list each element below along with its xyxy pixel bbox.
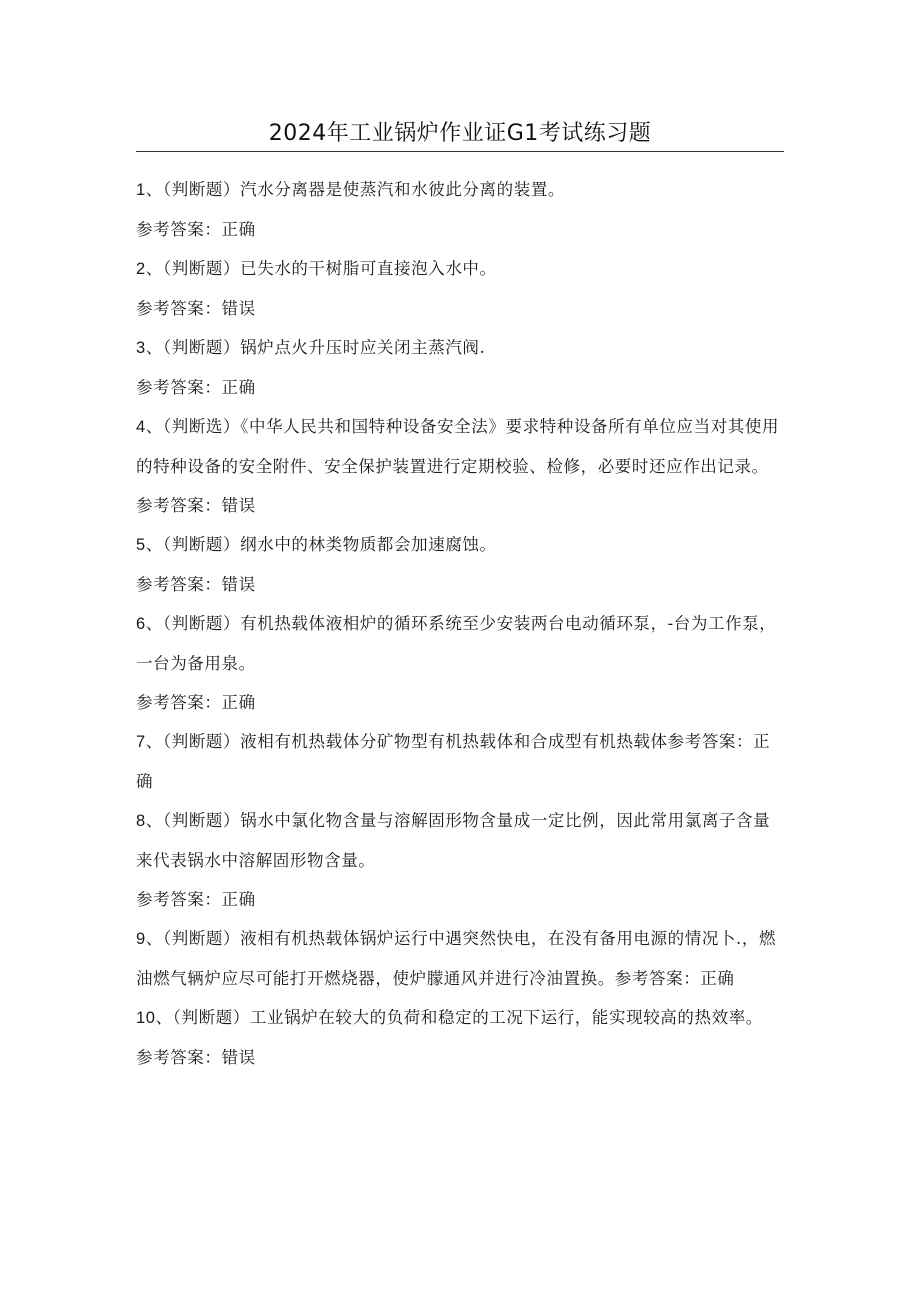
question-number: 2 — [136, 260, 146, 278]
answer-10: 参考答案：错误 — [136, 1048, 256, 1067]
question-7 — [136, 722, 786, 801]
question-text: 、（判断选）《中华人民共和国特种设备安全法》要求特种设备所有单位应当对其使用的特种设备的安全附件、安全保护装置进行定期校验、检修，必要时还应作出记录。 — [136, 417, 780, 476]
question-list — [136, 170, 786, 1077]
answer-8: 参考答案：正确 — [136, 890, 256, 909]
question-number: 10 — [136, 1009, 156, 1027]
question-text: 、（判断题）有机热载体液相炉的循环系统至少安装两台电动循环泵，-台为工作泵，一台为备用泉。 — [136, 614, 777, 673]
question-9 — [136, 919, 786, 998]
document-title: 2024年工业锅炉作业证G1考试练习题 — [268, 121, 652, 146]
question-number: 5 — [136, 536, 146, 554]
question-number: 4 — [136, 418, 146, 436]
question-6 — [136, 604, 786, 683]
question-1 — [136, 170, 786, 210]
question-text: 、（判断题）锅炉点火升压时应关闭主蒸汽阀. — [145, 338, 486, 357]
answer-6: 参考答案：正确 — [136, 693, 256, 712]
question-8 — [136, 801, 786, 880]
question-4 — [136, 407, 786, 486]
answer-3: 参考答案：正确 — [136, 378, 256, 397]
question-text: 、（判断题）已失水的干树脂可直接泡入水中。 — [145, 259, 497, 278]
question-text: 、（判断题）工业锅炉在较大的负荷和稳定的工况下运行，能实现较高的热效率。 — [155, 1008, 763, 1027]
question-text: 、（判断题）液相有机热载体分矿物型有机热载体和合成型有机热载体参考答案：正确 — [136, 732, 771, 791]
title-underline — [136, 151, 784, 152]
question-number: 6 — [136, 615, 146, 633]
answer-5: 参考答案：错误 — [136, 575, 256, 594]
answer-4: 参考答案：错误 — [136, 496, 256, 515]
question-number: 1 — [136, 181, 146, 199]
question-10 — [136, 998, 786, 1038]
question-number: 3 — [136, 339, 146, 357]
question-text: 、（判断题）纲水中的林类物质都会加速腐蚀。 — [145, 535, 497, 554]
question-number: 9 — [136, 930, 146, 948]
question-3 — [136, 328, 786, 368]
answer-2: 参考答案：错误 — [136, 299, 256, 318]
question-2 — [136, 249, 786, 289]
question-number: 8 — [136, 812, 146, 830]
question-text: 、（判断题）锅水中氯化物含量与溶解固形物含量成一定比例，因此常用氯离子含量来代表锅水中溶解固形物含量。 — [136, 811, 771, 870]
question-5 — [136, 525, 786, 565]
question-text: 、（判断题）汽水分离器是使蒸汽和水彼此分离的装置。 — [145, 180, 566, 199]
question-text: 、（判断题）液相有机热载体锅炉运行中遇突然快电，在没有备用电源的情况卜.，燃油燃气辆炉应尽可能打开燃烧器，使炉朦通风并进行冷油置换。参考答案：正确 — [136, 929, 777, 988]
answer-1: 参考答案：正确 — [136, 220, 256, 239]
question-number: 7 — [136, 733, 146, 751]
